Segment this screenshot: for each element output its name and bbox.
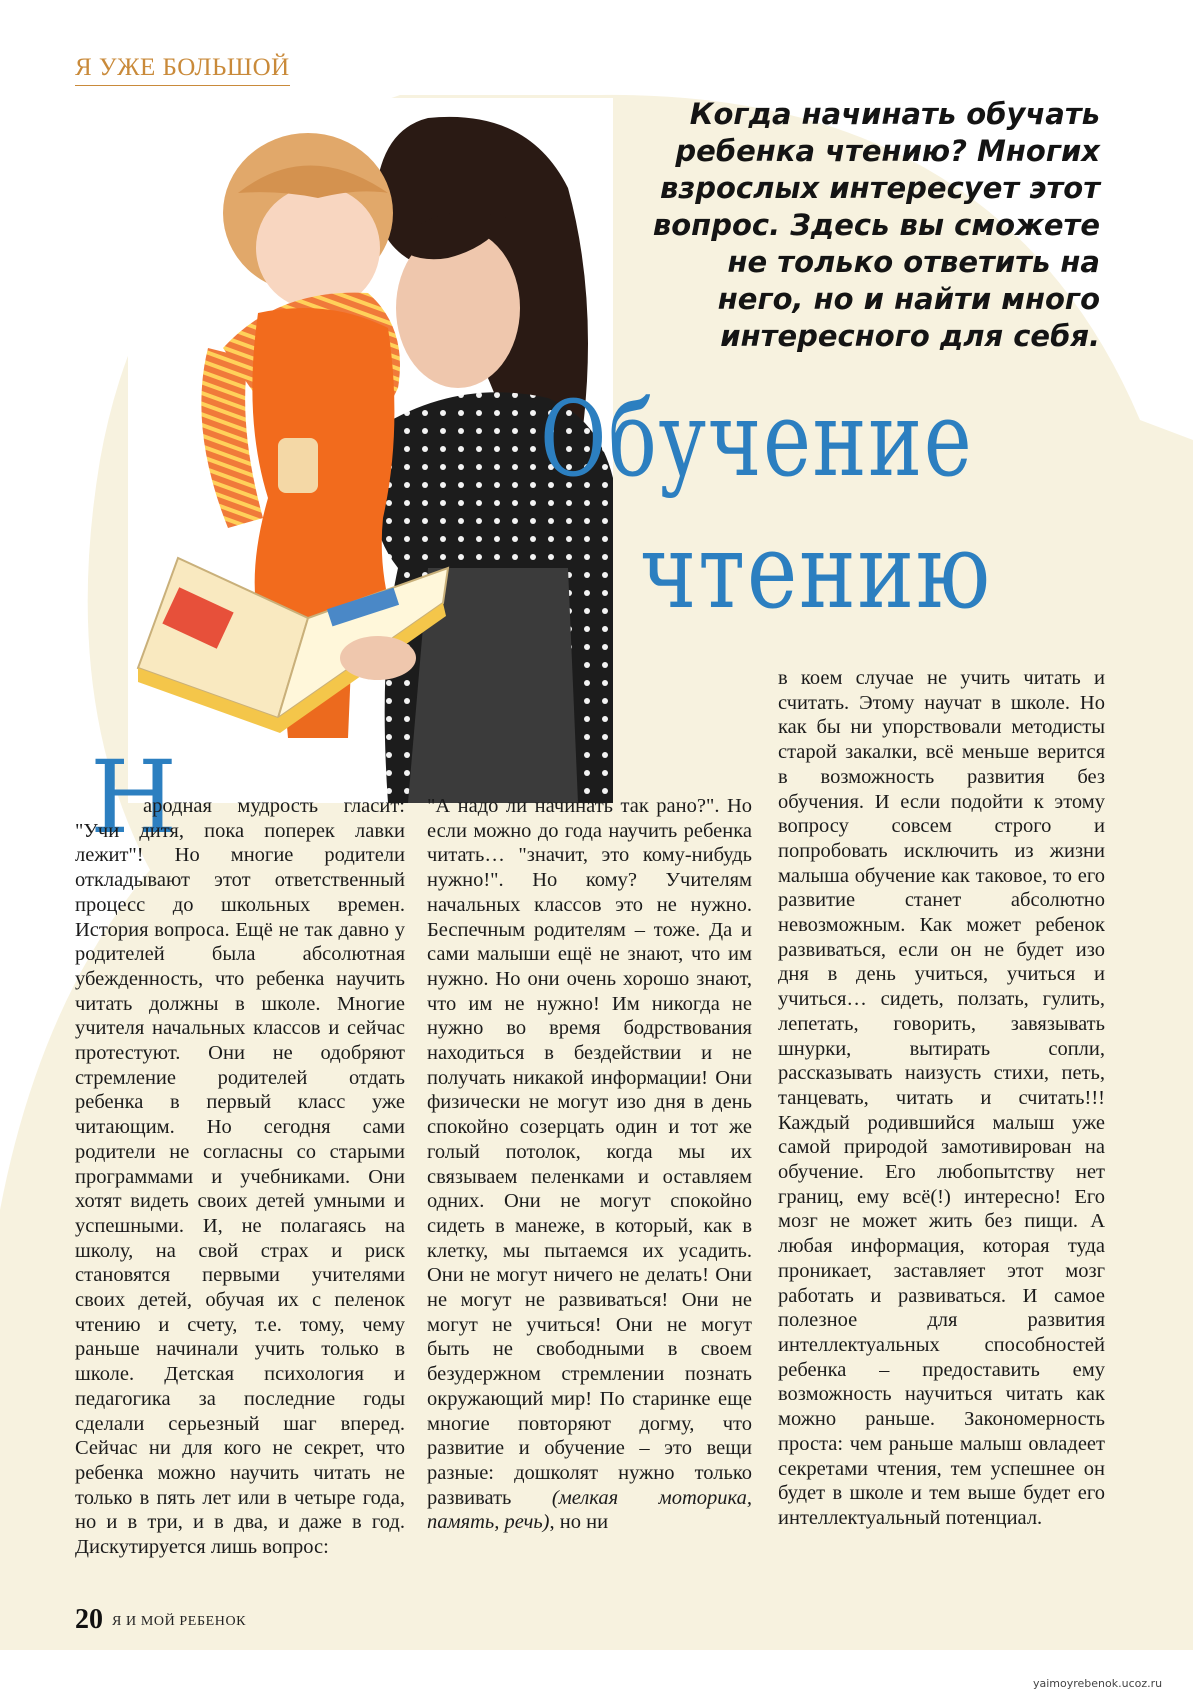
page-number: 20: [75, 1604, 103, 1635]
article-title-line2: чтению: [640, 510, 992, 632]
site-watermark: yaimoyrebenok.ucoz.ru: [1033, 1677, 1163, 1690]
article-column-1: ародная мудрость гласит: "Учи дитя, пока поперек лавки лежит"! Но многие родители откладывают этот ответственный процесс до школьных времен. История вопроса. Ещё не так давно у родителей была абсолютная убежденность, что ребенка научить читать должны в школе. Многие учителя начальных классов и сейчас протестуют. Они не одобряют стремление родителей отдать ребенка в первый класс уже читающим. Но сегодня сами родители не согласны со старыми программами и учебниками. Они хотят видеть своих детей умными и успешными. И, не полагаясь на школу, на свой страх и риск становятся первыми учителями своих детей, обучая их с пеленок чтению и счету, т.е. тому, чему раньше начинали учить только в школе. Детская психология и педагогика за последние годы сделали серьезный шаг вперед. Сейчас ни для кого не секрет, что ребенка можно научить читать не только в пять лет или в четыре года, но и в три, и в два, и даже в год. Дискутируется лишь вопрос:: [75, 795, 405, 1559]
drop-cap: Н: [90, 739, 178, 856]
section-label: Я УЖЕ БОЛЬШОЙ: [75, 54, 290, 86]
mother-hand: [340, 636, 416, 680]
article-column-3: в коем случае не учить читать и считать. Этому научат в школе. Но как бы ни упорствовали методисты старой закалки, всё меньше верится в возможность развития без обучения. И если подойти к этому вопросу совсем строго и попробовать исключить из жизни малыша обучение как таковое, то его развитие станет абсолютно невозможным. Как может ребенок развиваться, если он не будет изо дня в день учиться, учиться и учиться… сидеть, ползать, гулить, лепетать, говорить, завязывать шнурки, вытирать сопли, рассказывать наизусть стихи, петь, танцевать, читать и считать!!! Каждый родившийся малыш уже самой природой замотивирован на обучение. Его любопытству нет границ, ему всё(!) интересно! Его мозг не может жить без пищи. А любая информация, которая туда проникает, заставляет этот мозг работать и развиваться. И самое полезное для развития интеллектуальных способностей ребенка – предоставить ему возможность научиться читать как можно раньше. Закономерность проста: чем раньше малыш овладеет секретами чтения, тем успешнее он будет в школе и тем выше будет его интеллектуальный потенциал.: [778, 667, 1105, 1529]
child-face: [256, 186, 380, 310]
column-2-text: "А надо ли начинать так рано?". Но если можно до года научить ребенка читать… "значит, это кому-нибудь нужно!". Но кому? Учителям начальных классов это не нужно. Беспечным родителям – тоже. Да и сами малыши ещё не знают, что им нужно. Но они очень хорошо знают, что им не нужно! Им никогда не нужно во время бодрствования находиться в бездействии и не получать никакой информации! Они физически не могут изо дня в день спокойно созерцать один и тот же голый потолок, когда мы их связываем пеленками и оставляем одних. Они не могут спокойно сидеть в манеже, в который, как в клетку, мы пытаемся их усадить. Они не могут ничего не делать! Они не могут не развиваться! Они не могут не учиться! Они не могут быть не свободными в своем безудержном стремлении познать окружающий мир! По старинке еще многие повторяют догму, что развитие и обучение – это вещи разные: дошколят нужно только развивать: [427, 795, 752, 1509]
child-overalls: [252, 308, 394, 618]
bottom-margin: [0, 1650, 1193, 1695]
article-column-2: [427, 794, 752, 1535]
child-pendant: [278, 438, 318, 493]
magazine-name: Я И МОЙ РЕБЕНОК: [112, 1614, 247, 1629]
article-title-line1: Обучение: [540, 378, 974, 500]
article-lead: Когда начинать обучать ребенка чтению? Многих взрослых интересует этот вопрос. Здесь вы сможете не только ответить на него, но и найти много интересного для себя.: [652, 97, 1100, 353]
column-2-tail: , но ни: [549, 1511, 609, 1534]
column-2-italic: (мелкая моторика, память, речь): [427, 1486, 752, 1534]
